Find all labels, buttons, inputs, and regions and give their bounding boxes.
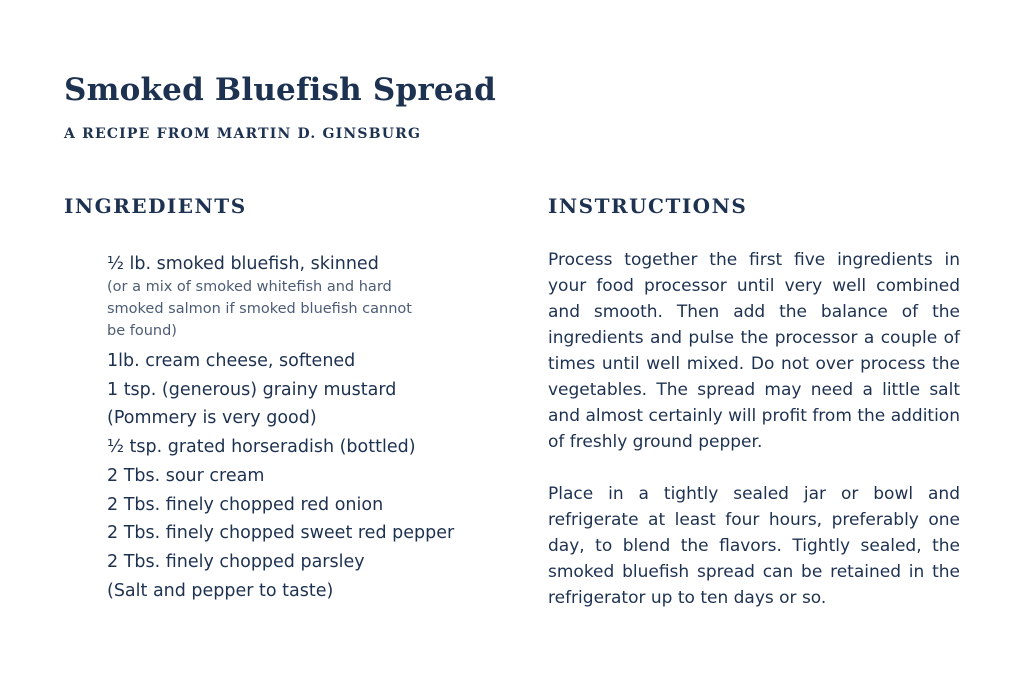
ingredient-item: 2 Tbs. finely chopped sweet red pepper: [107, 523, 455, 544]
ingredient-item: 2 Tbs. finely chopped red onion: [107, 494, 384, 515]
ingredients-heading: INGREDIENTS: [64, 194, 247, 218]
instructions-paragraph: Process together the first five ingredients in your food processor until very well combined and smooth. Then add the balance of the ingredients and pulse the processor a couple of times until well mixed. Do not over process the vegetables. The spread may need a little salt and almost certainly will profit from the addition of freshly ground pepper.: [548, 250, 960, 452]
ingredients-list: [107, 252, 507, 605]
ingredient-item: [107, 252, 507, 342]
recipe-subtitle: A RECIPE FROM MARTIN D. GINSBURG: [64, 126, 422, 142]
ingredient-item-label: ½ lb. smoked bluefish, skinned: [107, 254, 379, 274]
ingredient-note: (or a mix of smoked whitefish and hard smoked salmon if smoked bluefish cannot be found): [107, 279, 412, 339]
instructions-paragraph: Place in a tightly sealed jar or bowl and refrigerate at least four hours, preferably one day, to blend the flavors. Tightly sealed, the smoked bluefish spread can be retained in the refrigerator up to ten days or so.: [548, 484, 960, 608]
ingredient-item: (Salt and pepper to taste): [107, 580, 334, 601]
recipe-title: Smoked Bluefish Spread: [64, 72, 496, 108]
instructions-body: [548, 247, 960, 637]
ingredient-item: 1lb. cream cheese, softened: [107, 351, 356, 371]
ingredient-item: 2 Tbs. finely chopped parsley: [107, 551, 365, 572]
ingredient-item: 2 Tbs. sour cream: [107, 465, 265, 486]
ingredient-item: (Pommery is very good): [107, 408, 317, 429]
instructions-heading: INSTRUCTIONS: [548, 194, 748, 218]
ingredient-item: 1 tsp. (generous) grainy mustard: [107, 379, 397, 400]
ingredient-item: ½ tsp. grated horseradish (bottled): [107, 437, 416, 458]
